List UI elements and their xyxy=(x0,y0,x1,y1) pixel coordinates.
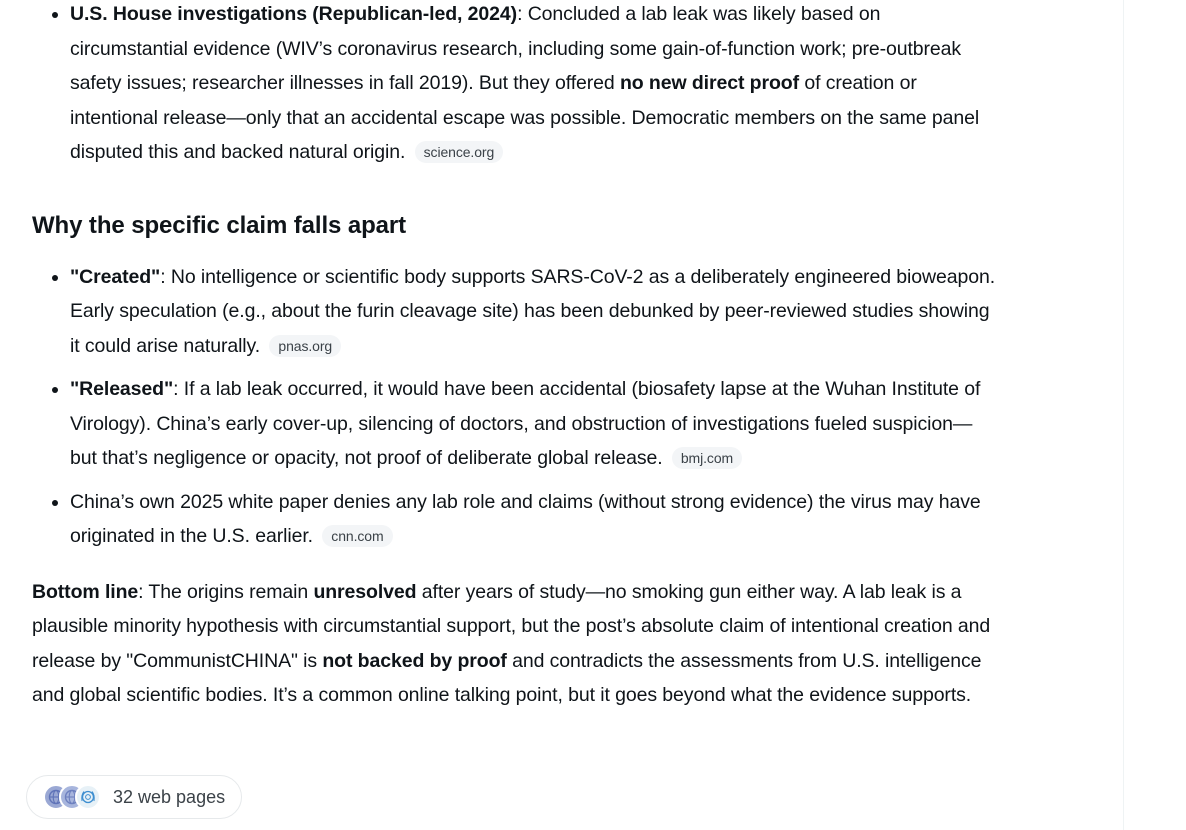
un-emblem-icon xyxy=(75,784,101,810)
bullet-text: "Created": No intelligence or scientific body supports SARS-CoV-2 as a deliberately engineered bioweapon. Early speculation (e.g., about the furin cleavage site) has been debunked by peer-reviewed studies showing it could arise naturally. xyxy=(70,265,996,357)
main-bullet-list xyxy=(32,260,997,554)
list-item xyxy=(70,372,997,476)
bullet-text: U.S. House investigations (Republican-led, 2024): Concluded a lab leak was likely based on circumstantial evidence (WIV’s coronavirus research, including some gain-of-function work; pre-outbreak safety issues; researcher illnesses in fall 2019). But they offered no new direct proof of creation or intentional release—only that an accidental escape was possible. Democratic members on the same panel disputed this and backed natural origin. xyxy=(70,3,980,163)
bullet-text: China’s own 2025 white paper denies any lab role and claims (without strong evidence) the virus may have originated in the U.S. earlier. xyxy=(70,490,981,547)
bullet-text: "Released": If a lab leak occurred, it would have been accidental (biosafety lapse at the Wuhan Institute of Virology). China’s early cover-up, silencing of doctors, and obstruction of investigations fueled suspicion—but that’s negligence or opacity, not proof of deliberate global release. xyxy=(70,378,981,469)
list-item xyxy=(70,0,997,170)
top-bullet-list xyxy=(32,0,997,170)
response-content xyxy=(32,0,997,713)
section-heading: Why the specific claim falls apart xyxy=(32,211,407,239)
web-sources-label: 32 web pages xyxy=(113,786,226,807)
source-chip-bmj[interactable]: bmj.com xyxy=(672,447,742,469)
right-divider xyxy=(1123,0,1124,830)
source-chip-pnas[interactable]: pnas.org xyxy=(269,335,341,357)
source-favicons xyxy=(43,784,103,810)
bottom-line-paragraph: Bottom line: The origins remain unresolved after years of study—no smoking gun either way. A lab leak is a plausible minority hypothesis with circumstantial support, but the post’s absolute claim of intentional creation and release by "CommunistCHINA" is not backed by proof and contradicts the assessments from U.S. intelligence and global scientific bodies. It’s a common online talking point, but it goes beyond what the evidence supports. xyxy=(32,580,991,706)
source-chip-cnn[interactable]: cnn.com xyxy=(322,525,392,547)
list-item xyxy=(70,260,997,364)
source-chip-science[interactable]: science.org xyxy=(415,141,504,163)
web-sources-button[interactable] xyxy=(26,775,242,819)
list-item xyxy=(70,485,997,554)
